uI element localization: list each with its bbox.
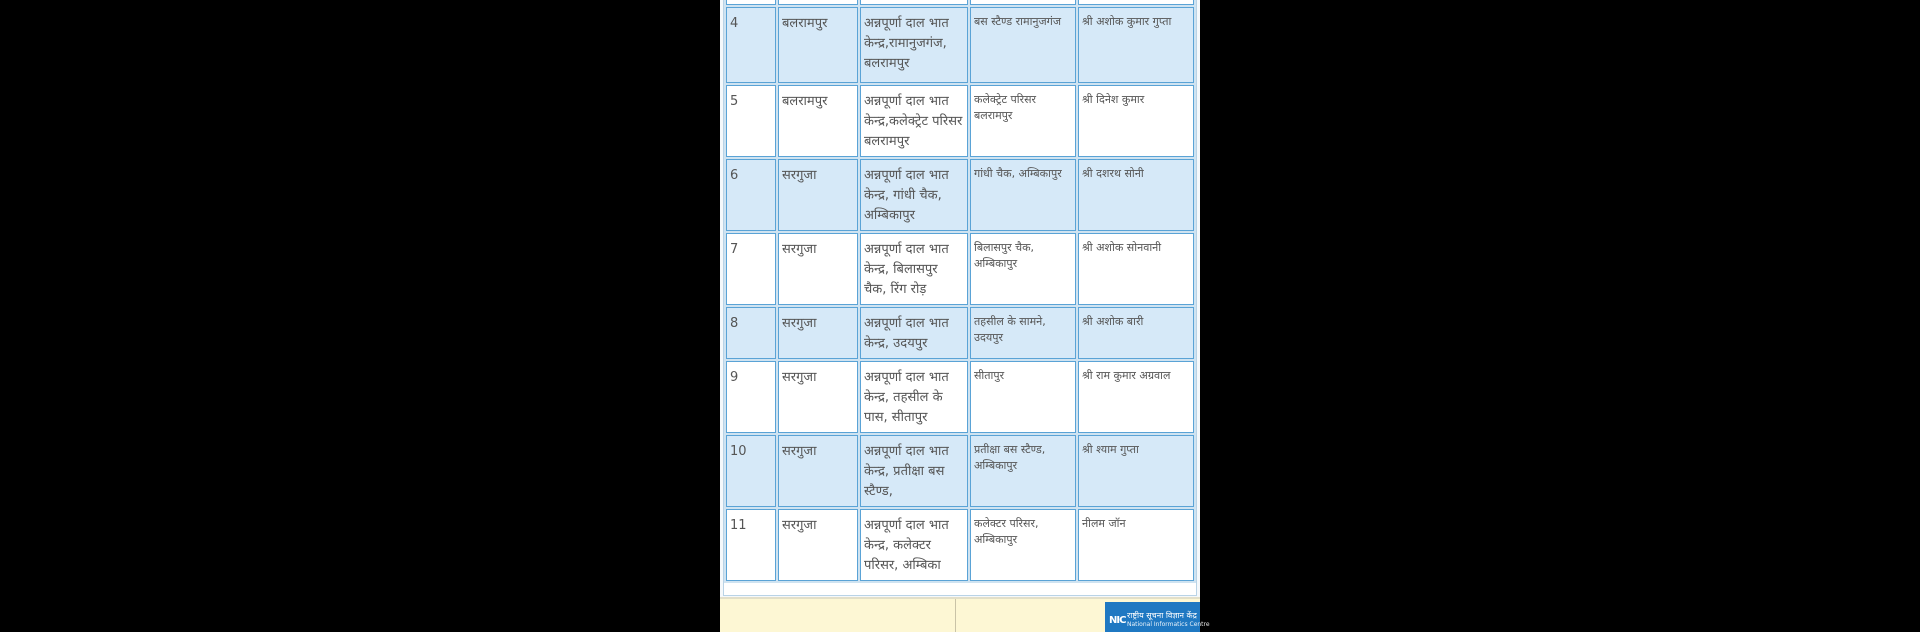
location-cell: कलेक्ट्रेट परिसर बलरामपुर <box>970 85 1076 157</box>
center-name-cell: अन्नपूर्णा दाल भात केन्द्र, प्रतीक्षा बस स्टैण्ड, <box>860 435 968 507</box>
table-cell <box>778 0 858 5</box>
row-number: 4 <box>726 7 776 83</box>
row-number: 11 <box>726 509 776 581</box>
table-row <box>726 159 1194 231</box>
district-cell: सरगुजा <box>778 233 858 305</box>
table-row <box>726 509 1194 581</box>
center-name-cell: अन्नपूर्णा दाल भात केन्द्र, बिलासपुर चैक, रिंग रोड़ <box>860 233 968 305</box>
operator-cell: श्री अशोक सोनवानी <box>1078 233 1194 305</box>
location-cell: बस स्टैण्ड रामानुजगंज <box>970 7 1076 83</box>
operator-cell: नीलम जॉन <box>1078 509 1194 581</box>
operator-cell: श्री दिनेश कुमार <box>1078 85 1194 157</box>
table-row <box>726 435 1194 507</box>
operator-cell: श्री अशोक बारी <box>1078 307 1194 359</box>
district-cell: बलरामपुर <box>778 85 858 157</box>
row-number: 9 <box>726 361 776 433</box>
district-cell: सरगुजा <box>778 307 858 359</box>
centers-table-container <box>723 0 1197 596</box>
center-name-cell: अन्नपूर्णा दाल भात केन्द्र,कलेक्ट्रेट परिसर बलरामपुर <box>860 85 968 157</box>
table-row-partial <box>726 0 1194 5</box>
center-name-cell: अन्नपूर्णा दाल भात केन्द्र,रामानुजगंज, बलरामपुर <box>860 7 968 83</box>
table-row <box>726 361 1194 433</box>
footer-divider <box>955 599 956 632</box>
row-number: 6 <box>726 159 776 231</box>
row-number: 10 <box>726 435 776 507</box>
location-cell: तहसील के सामने, उदयपुर <box>970 307 1076 359</box>
table-row <box>726 307 1194 359</box>
operator-cell: श्री राम कुमार अग्रवाल <box>1078 361 1194 433</box>
center-name-cell: अन्नपूर्णा दाल भात केन्द्र, गांधी चैक, अम्बिकापुर <box>860 159 968 231</box>
operator-cell: श्री दशरथ सोनी <box>1078 159 1194 231</box>
nic-logo[interactable] <box>1105 602 1210 632</box>
center-name-cell: अन्नपूर्णा दाल भात केन्द्र, कलेक्टर परिसर, अम्बिका <box>860 509 968 581</box>
page-footer <box>720 597 1210 632</box>
district-cell: सरगुजा <box>778 435 858 507</box>
nic-logo-hindi-text: राष्ट्रीय सूचना विज्ञान केंद्र <box>1127 611 1197 620</box>
operator-cell: श्री अशोक कुमार गुप्ता <box>1078 7 1194 83</box>
district-cell: सरगुजा <box>778 159 858 231</box>
district-cell: सरगुजा <box>778 509 858 581</box>
table-cell <box>1078 0 1194 5</box>
table-row <box>726 85 1194 157</box>
location-cell: गांधी चैक, अम्बिकापुर <box>970 159 1076 231</box>
row-number: 7 <box>726 233 776 305</box>
location-cell: प्रतीक्षा बस स्टैण्ड, अम्बिकापुर <box>970 435 1076 507</box>
row-number: 5 <box>726 85 776 157</box>
location-cell: बिलासपुर चैक, अम्बिकापुर <box>970 233 1076 305</box>
district-cell: सरगुजा <box>778 361 858 433</box>
table-cell <box>860 0 968 5</box>
location-cell: सीतापुर <box>970 361 1076 433</box>
centers-table <box>724 0 1196 583</box>
table-cell <box>970 0 1076 5</box>
district-cell: बलरामपुर <box>778 7 858 83</box>
table-cell <box>726 0 776 5</box>
center-name-cell: अन्नपूर्णा दाल भात केन्द्र, तहसील के पास, सीतापुर <box>860 361 968 433</box>
table-row <box>726 233 1194 305</box>
center-name-cell: अन्नपूर्णा दाल भात केन्द्र, उदयपुर <box>860 307 968 359</box>
nic-logo-mark-icon: NIC <box>1109 615 1126 626</box>
table-row <box>726 7 1194 83</box>
operator-cell: श्री श्याम गुप्ता <box>1078 435 1194 507</box>
nic-logo-english-text: National Informatics Centre <box>1127 621 1210 628</box>
document-page <box>720 0 1210 630</box>
row-number: 8 <box>726 307 776 359</box>
location-cell: कलेक्टर परिसर, अम्बिकापुर <box>970 509 1076 581</box>
